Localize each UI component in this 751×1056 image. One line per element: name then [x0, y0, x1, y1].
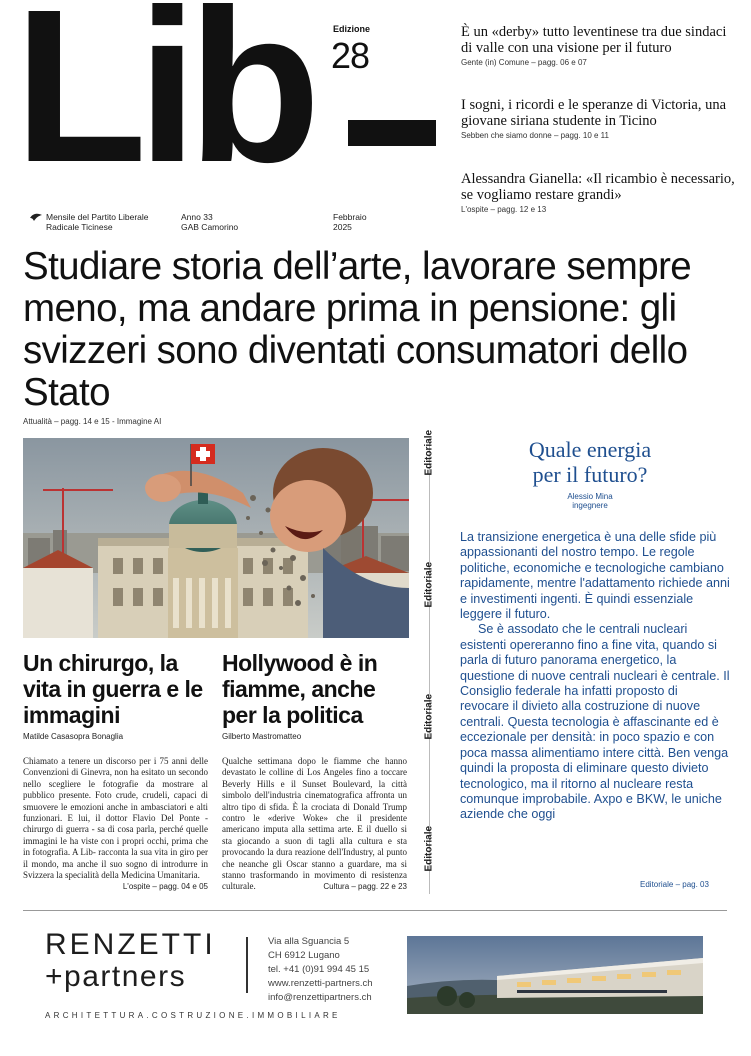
ad-brand-name: RENZETTI [45, 928, 216, 961]
edition-number: 28 [331, 35, 370, 76]
edition-label: Edizione [333, 24, 371, 34]
editorial-paragraph: Se è assodato che le centrali nucleari esistenti opereranno fino a fine vita, quando si parla di futuro panorama energetico, la questione di nuove centrali nucleari è centrale. Il Consiglio federale ha infatti proposto di revocare il divieto alla costruzione di nuove centrali. Questa tecnologia è affascinante ed è eccezionale per densità: in poco spazio e con poca massa alimentiamo intere città. Ben venga quindi la proposta di eliminare questo divieto tecnologico, ma il ritorno al nucleare resta comunque improbabile. Axpo e BKW, le uniche aziende che oggi [460, 622, 730, 822]
ad-divider [246, 937, 248, 993]
main-caption: Attualità – pagg. 14 e 15 - Immagine AI [23, 417, 162, 426]
ad-email-link[interactable]: info@renzettipartners.ch [268, 992, 372, 1003]
masthead-logo: Lib [14, 0, 311, 208]
article-body-text: Qualche settimana dopo le fiamme che hanno devastato le colline di Los Angeles fino a toccare Beverly Hills e il Sunset Boulevard, la città simbolo dell'industria cinematografica affronta un altro tipo di sfida. È la crociata di Donald Trump contro le «derive Woke» che il presidente americano imputa alla settima arte. E il duello si sta giocando a suon di tagli alla cultura e sta provocando la dura reazione dell'Industry, al punto che neanche gli Oscar stanno a guardare, ma si stanno trasformando in movimento di resistenza culturale. [222, 756, 407, 892]
date-line: Febbraio [333, 212, 367, 222]
cover-illustration [23, 438, 409, 638]
ad-building-photo [407, 936, 703, 1014]
masthead-logo-dash [348, 120, 436, 146]
teaser-section: Sebben che siamo donne – pagg. 10 e 11 [461, 131, 609, 140]
teaser-title: È un «derby» tutto leventinese tra due sindaci di valle con una visione per il futuro [461, 24, 727, 56]
editorial-paragraph: La transizione energetica è una delle sfide più appassionanti del nostro tempo. Le regole politiche, economiche e tecnologiche cambiano rapidamente, mentre l'adattamento richiede anni e investimenti ingenti. È quindi essenziale leggere il futuro. [460, 530, 730, 622]
article-page-ref[interactable]: Cultura – pagg. 22 e 23 [323, 882, 407, 892]
publisher-info [46, 212, 149, 232]
teaser-section: Gente (in) Comune – pagg. 06 e 07 [461, 58, 587, 67]
article-title-hollywood[interactable]: Hollywood è in fiamme, anche per la politica [222, 650, 378, 728]
ad-address [268, 935, 373, 1005]
editorial-title-line: per il futuro? [532, 462, 648, 487]
article-title-surgeon[interactable]: Un chirurgo, la vita in guerra e le immagini [23, 650, 203, 728]
date-line: 2025 [333, 222, 352, 232]
main-headline[interactable]: Studiare storia dell’arte, lavorare sempre meno, ma andare prima in pensione: gli svizzeri sono diventati consumatori dello Stato [23, 245, 692, 414]
teaser-derby[interactable] [461, 24, 741, 67]
article-author: Matilde Casasopra Bonaglia [23, 732, 124, 741]
publisher-line: Mensile del Partito Liberale [46, 212, 149, 222]
ad-address-line: tel. +41 (0)91 994 45 15 [268, 964, 370, 975]
editorial-title[interactable] [470, 437, 710, 487]
teaser-section: L'ospite – pagg. 12 e 13 [461, 205, 547, 214]
teaser-gianella[interactable] [461, 171, 741, 214]
editorial-author-role: ingegnere [572, 501, 608, 510]
editorial-vertical-label: Editoriale [423, 825, 435, 872]
article-page-ref[interactable]: L'ospite – pagg. 04 e 05 [122, 882, 208, 892]
ad-website-link[interactable]: www.renzetti-partners.ch [268, 978, 373, 989]
article-body-hollywood [222, 756, 407, 893]
editorial-vertical-label: Editoriale [423, 693, 435, 740]
editorial-vertical-label: Editoriale [423, 429, 435, 476]
year-line: Anno 33 [181, 212, 213, 222]
year-info [181, 212, 238, 232]
editorial-body [460, 530, 730, 823]
teaser-victoria[interactable] [461, 97, 741, 140]
editorial-title-line: Quale energia [528, 437, 652, 462]
party-bird-icon [29, 212, 43, 222]
article-body-surgeon [23, 756, 208, 893]
editorial-author [470, 492, 710, 510]
ad-tagline: ARCHITETTURA.COSTRUZIONE.IMMOBILIARE [45, 1011, 341, 1020]
teaser-title: Alessandra Gianella: «Il ricambio è necessario, se vogliamo restare grandi» [461, 171, 735, 203]
ad-brand-suffix: +partners [45, 960, 187, 993]
editorial-vertical-label: Editoriale [423, 561, 435, 608]
teaser-title: I sogni, i ricordi e le speranze di Victoria, una giovane siriana studente in Ticino [461, 97, 727, 129]
year-line: GAB Camorino [181, 222, 239, 232]
editorial-author-name: Alessio Mina [567, 492, 613, 501]
article-author: Gilberto Mastromatteo [222, 732, 302, 741]
date-info [333, 212, 367, 232]
editorial-page-ref[interactable]: Editoriale – pag. 03 [640, 880, 709, 889]
publisher-line: Radicale Ticinese [46, 222, 113, 232]
ad-address-line: Via alla Sguancia 5 [268, 936, 350, 947]
section-divider [23, 910, 727, 911]
article-body-text: Chiamato a tenere un discorso per i 75 anni delle Convenzioni di Ginevra, non ha esitato un secondo nello scegliere le fotografie da mostrare al pubblico presente. Foto crude, crudeli, capaci di smuovere le emozioni anche in ambasciatori e alti funzionari. E lui, il dottor Flavio Del Ponte - chirurgo di guerra - sa di cosa parla, perché quelle immagini le ha viste con i propri occhi, prima che in fotografia. A Lib- racconta la sua vita in giro per il mondo, ma anche il suo sogno di introdurre in Svizzera la specialità della Medicina Umanitaria. [23, 756, 208, 881]
ad-address-line: CH 6912 Lugano [268, 950, 340, 961]
